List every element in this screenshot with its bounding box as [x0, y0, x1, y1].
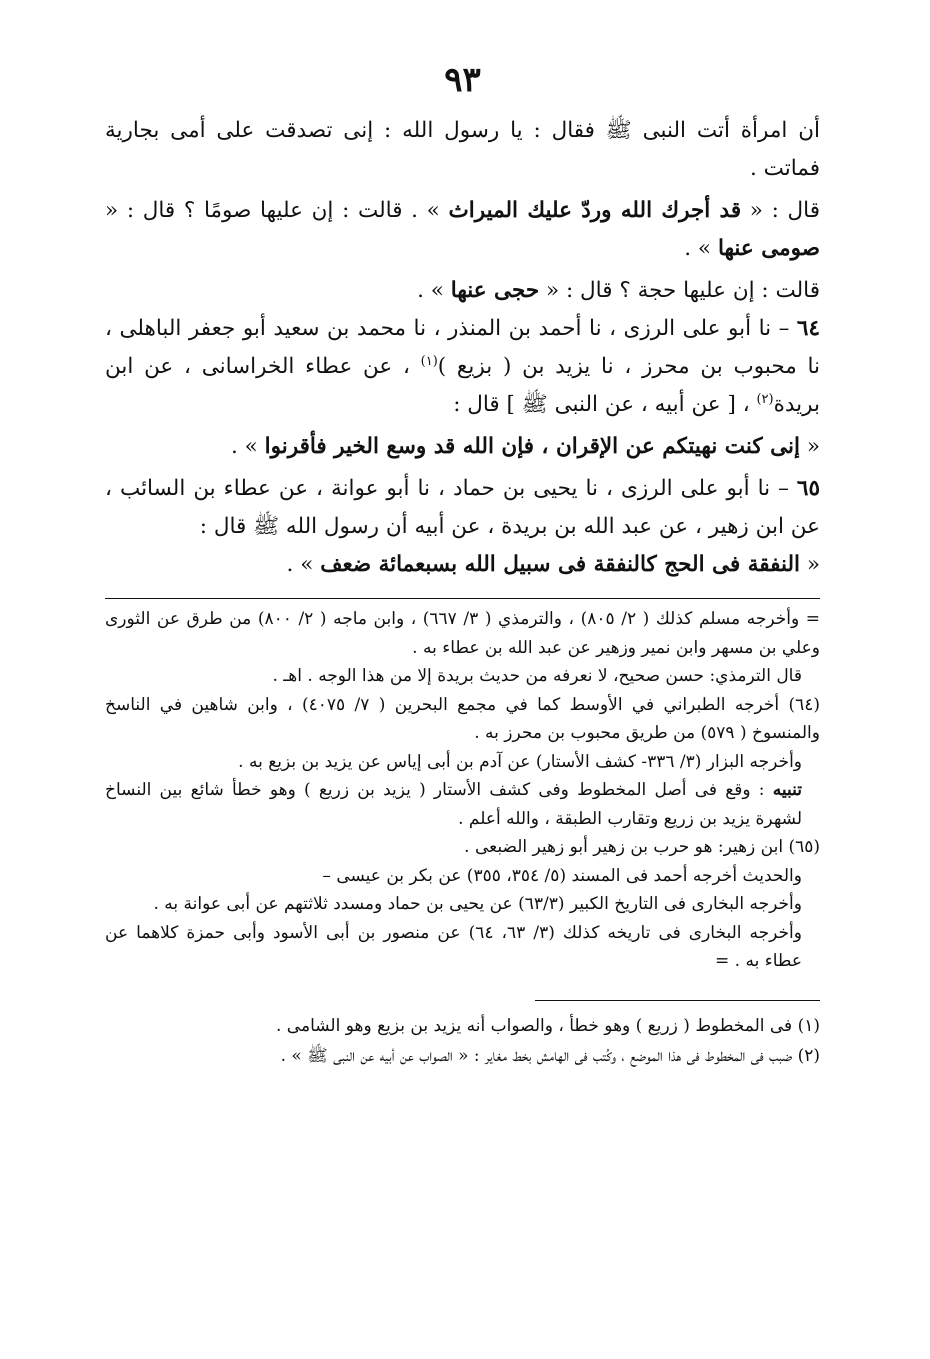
hadith-text: النفقة فى الحج كالنفقة فى سبيل الله بسبعمائة ضعف [320, 552, 800, 577]
main-text [105, 112, 820, 584]
footnote-ref-2: (٢) [756, 391, 774, 407]
commentary-line: وأخرجه البخارى فى التاريخ الكبير (٦٣/٣) عن يحيى بن حماد ومسدد ثلاثتهم عن أبى عوانة به . [153, 894, 802, 914]
hadith-65-text: « النفقة فى الحج كالنفقة فى سبيل الله بسبعمائة ضعف » . [286, 552, 820, 577]
hadith-text: صومى عنها [717, 236, 820, 261]
divider-notes [535, 1000, 820, 1001]
commentary-line: قال الترمذي: حسن صحيح، لا نعرفه من حديث بريدة إلا من هذا الوجه . اهـ . [272, 666, 802, 686]
hadith-64-text: « إنى كنت نهيتكم عن الإقران ، فإن الله قد وسع الخير فأقرنوا » . [230, 434, 820, 459]
commentary-line: تنبيه : وقع فى أصل المخطوط وفى كشف الأستار ( يزيد بن زريع ) وهو خطأ شائع بين النساخ لشهرة يزيد بن زريع وتقارب الطبقة ، والله أعلم . [105, 780, 802, 829]
divider-commentary [105, 598, 820, 599]
hadith-text: إنى كنت نهيتكم عن الإقران ، فإن الله قد وسع الخير فأقرنوا [264, 434, 800, 459]
hadith-number: ٦٥ [796, 476, 820, 501]
commentary-line: وأخرجه البخارى فى تاريخه كذلك (٣/ ٦٣، ٦٤) عن منصور بن أبى الأسود وأبى حمزة كلاهما عن عطاء به . = [105, 922, 802, 971]
paragraph-2: قال : « قد أجرك الله وردّ عليك الميراث » . قالت : إن عليها صومًا ؟ قال : « صومى عنها » . [105, 198, 820, 261]
hadith-65: ٦٥ – نا أبو على الرزى ، نا يحيى بن حماد ، نا أبو عوانة ، عن عطاء بن السائب ، عن ابن زهير ، عن عبد الله بن بريدة ، عن أبيه أن رسول الله ﷺ قال : [105, 476, 820, 539]
hadith-text: قد أجرك الله وردّ عليك الميراث [448, 198, 742, 223]
commentary-line: (٦٤) أخرجه الطبراني في الأوسط كما في مجمع البحرين ( ٧/ ٤٠٧٥) ، وابن شاهين في الناسخ والمنسوخ ( ٥٧٩) من طريق محبوب بن محرز به . [105, 694, 820, 743]
commentary-line: (٦٥) ابن زهير: هو حرب بن زهير أبو زهير الضبعى . [464, 837, 820, 857]
commentary-line: وأخرجه البزار (٣/ ٣٣٦- كشف الأستار) عن آدم بن أبى إياس عن يزيد بن بزيع به . [238, 751, 802, 772]
footnote-ref-1: (١) [420, 353, 438, 369]
page-number: ٩٣ [444, 60, 481, 100]
commentary-line: والحديث أخرجه أحمد فى المسند (٥/ ٣٥٤، ٣٥٥) عن بكر بن عيسى – [322, 865, 802, 886]
paragraph-3: قالت : إن عليها حجة ؟ قال : « حجى عنها » . [417, 278, 820, 303]
note-label: تنبيه [772, 780, 802, 800]
hadith-64: ٦٤ – نا أبو على الرزى ، نا أحمد بن المنذر ، نا محمد بن سعيد أبو جعفر الباهلى ، نا محبوب بن محرز ، نا يزيد بن ( بزيع )$^{(١)}$ ، عن عطاء الخراسانى ، عن ابن بريدة$^{(٢)}$ ، [ عن أبيه ، عن النبى ﷺ ] قال : [105, 316, 820, 417]
paragraph-1: أن امرأة أتت النبى ﷺ فقال : يا رسول الله : إنى تصدقت على أمى بجارية فماتت . [105, 118, 820, 181]
commentary-line: = وأخرجه مسلم كذلك ( ٢/ ٨٠٥) ، والترمذي ( ٣/ ٦٦٧) ، وابن ماجه ( ٢/ ٨٠٠) من طرق عن الثورى وعلي بن مسهر وابن نمير وزهير عن عبد الله بن عطاء به . [105, 609, 820, 658]
hadith-text: حجى عنها [450, 278, 540, 303]
author-notes [105, 1011, 820, 1071]
note-1: (١) فى المخطوط ( زريع ) وهو خطأ ، والصواب أنه يزيد بن بزيع وهو الشامى . [275, 1015, 820, 1036]
note-2: (٢) ضبب فى المخطوط فى هذا الموضع ، وكُتب فى الهامش بخط مغاير : « الصواب عن أبيه عن النبى ﷺ » . [280, 1045, 820, 1066]
hadith-number: ٦٤ [796, 316, 820, 341]
commentary-footnotes [105, 605, 820, 976]
